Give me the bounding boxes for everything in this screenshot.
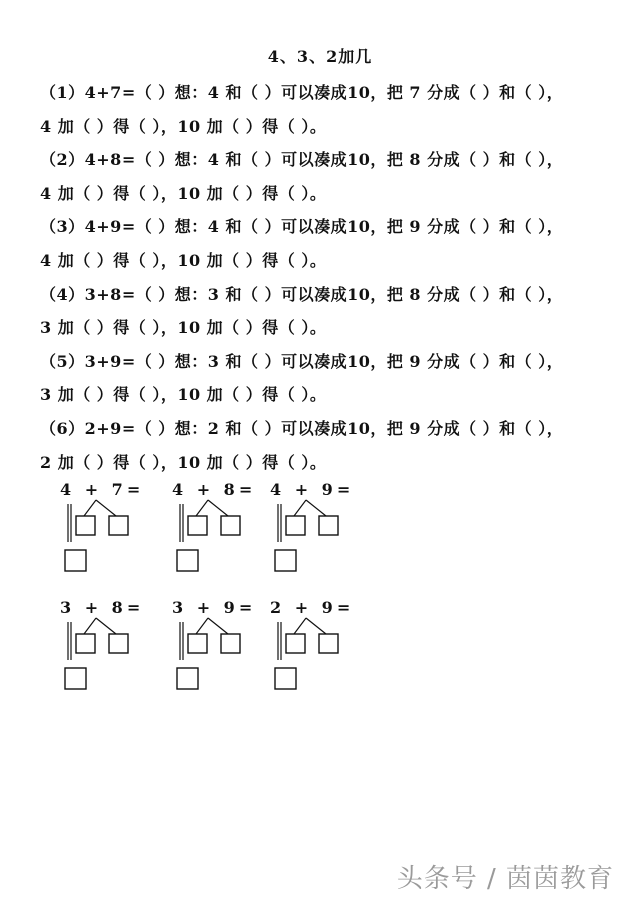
exercise-2-line-1	[40, 147, 610, 170]
exercise-1-think: 想：4 和（ ）可以凑成10，把 7 分成（ ）和（ ），	[174, 83, 564, 102]
watermark: 头条号 / 茵茵教育	[396, 864, 614, 894]
diagram-2-box-answer	[177, 550, 198, 571]
diagram-4-box-answer	[65, 668, 86, 689]
exercise-4-think: 想：3 和（ ）可以凑成10，把 8 分成（ ）和（ ），	[174, 285, 564, 304]
exercise-4-line-2	[40, 315, 610, 338]
worksheet-title: 4、3、2加几	[267, 47, 373, 66]
exercise-6-line-1	[40, 416, 610, 439]
exercise-1-label: （1）	[40, 83, 85, 102]
diagram-3-box-answer	[275, 550, 296, 571]
diagram-problem-4	[60, 598, 160, 708]
exercise-4-label: （4）	[40, 285, 85, 304]
diagram-4-equation: 3 + 8=	[60, 598, 145, 617]
diagram-problem-1	[60, 480, 160, 590]
exercise-6-equation: 2+9=（ ）	[84, 419, 175, 438]
exercise-4-step: 3 加（ ）得（ ），10 加（ ）得（ ）。	[40, 318, 327, 337]
exercise-4-equation: 3+8=（ ）	[84, 285, 175, 304]
diagram-problem-2	[172, 480, 272, 590]
diagram-5-box-right	[221, 634, 240, 653]
exercise-6-line-2	[40, 450, 610, 473]
diagram-6-equation: 2 + 9=	[270, 598, 355, 617]
exercise-1-equation: 4+7=（ ）	[84, 83, 175, 102]
diagram-4-box-right	[109, 634, 128, 653]
exercise-1-line-1	[40, 80, 610, 103]
exercise-2-line-2	[40, 181, 610, 204]
exercise-6-step: 2 加（ ）得（ ），10 加（ ）得（ ）。	[40, 453, 327, 472]
diagram-problem-5	[172, 598, 272, 708]
exercise-3-label: （3）	[40, 217, 85, 236]
exercise-5-step: 3 加（ ）得（ ），10 加（ ）得（ ）。	[40, 385, 327, 404]
diagram-5-box-answer	[177, 668, 198, 689]
diagram-2-box-left	[188, 516, 207, 535]
exercise-1-step: 4 加（ ）得（ ），10 加（ ）得（ ）。	[40, 117, 327, 136]
diagram-6-box-answer	[275, 668, 296, 689]
diagram-4-figure	[60, 598, 160, 708]
exercise-5-line-1	[40, 349, 610, 372]
exercise-3-think: 想：4 和（ ）可以凑成10，把 9 分成（ ）和（ ），	[174, 217, 564, 236]
diagram-4-box-left	[76, 634, 95, 653]
exercise-2-think: 想：4 和（ ）可以凑成10，把 8 分成（ ）和（ ），	[174, 150, 564, 169]
diagram-1-box-left	[76, 516, 95, 535]
exercise-3-line-1	[40, 214, 610, 237]
exercise-4-line-1	[40, 282, 610, 305]
diagram-6-box-right	[319, 634, 338, 653]
exercise-2-equation: 4+8=（ ）	[84, 150, 175, 169]
diagram-2-figure	[172, 480, 272, 590]
exercise-6-think: 想：2 和（ ）可以凑成10，把 9 分成（ ）和（ ），	[174, 419, 564, 438]
exercise-5-line-2	[40, 382, 610, 405]
exercise-3-line-2	[40, 248, 610, 271]
diagram-1-figure	[60, 480, 160, 590]
exercise-5-equation: 3+9=（ ）	[84, 352, 175, 371]
exercise-6-label: （6）	[40, 419, 85, 438]
diagram-3-equation: 4 + 9=	[270, 480, 355, 499]
exercise-2-step: 4 加（ ）得（ ），10 加（ ）得（ ）。	[40, 184, 327, 203]
diagram-2-box-right	[221, 516, 240, 535]
diagram-2-equation: 4 + 8=	[172, 480, 257, 499]
diagram-problem-6	[270, 598, 370, 708]
diagram-5-figure	[172, 598, 272, 708]
diagram-6-figure	[270, 598, 370, 708]
exercise-3-step: 4 加（ ）得（ ），10 加（ ）得（ ）。	[40, 251, 327, 270]
diagram-6-box-left	[286, 634, 305, 653]
diagram-3-box-left	[286, 516, 305, 535]
exercise-3-equation: 4+9=（ ）	[84, 217, 175, 236]
diagram-1-box-answer	[65, 550, 86, 571]
exercise-5-think: 想：3 和（ ）可以凑成10，把 9 分成（ ）和（ ），	[174, 352, 564, 371]
diagram-1-box-right	[109, 516, 128, 535]
diagram-5-box-left	[188, 634, 207, 653]
diagram-5-equation: 3 + 9=	[172, 598, 257, 617]
diagram-problem-3	[270, 480, 370, 590]
exercise-2-label: （2）	[40, 150, 85, 169]
diagram-1-equation: 4 + 7=	[60, 480, 145, 499]
diagram-3-figure	[270, 480, 370, 590]
diagram-3-box-right	[319, 516, 338, 535]
exercise-5-label: （5）	[40, 352, 85, 371]
exercise-1-line-2	[40, 114, 610, 137]
